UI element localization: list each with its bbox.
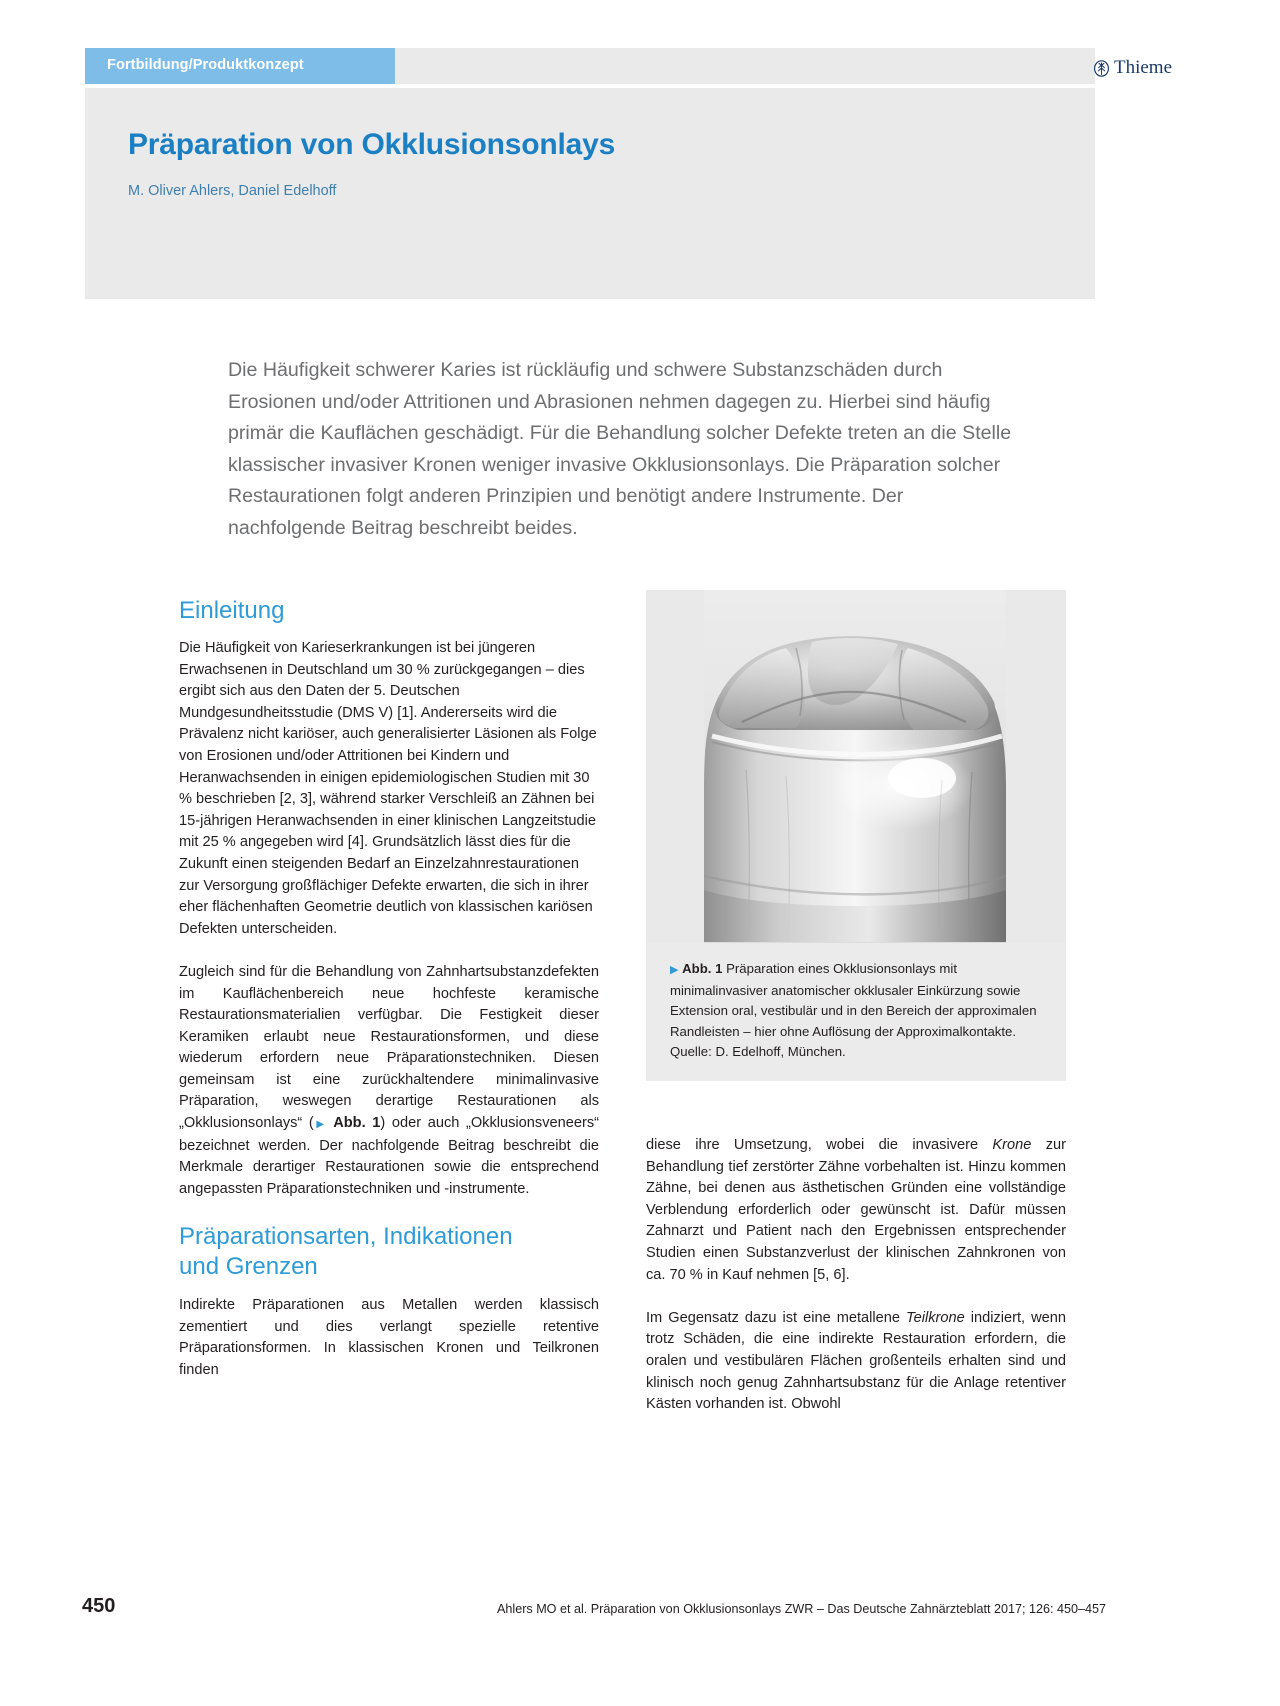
paragraph-einleitung-2-part-b: ) oder auch „Okklusionsveneers“ bezeichnet werden. Der nachfolgende Beitrag beschreibt die Merkmale derartiger Restaurationen sowie die entsprechend angepassten Präparationstechniken und -instrumente. [179, 1115, 599, 1197]
page-number: 450 [82, 1595, 116, 1617]
figure-1-label: Abb. 1 [682, 961, 723, 976]
thieme-publisher-logo [1093, 57, 1172, 79]
thieme-wordmark: Thieme [1113, 57, 1172, 78]
figure-1-image [646, 590, 1066, 943]
heading-praeparationsarten-line-2: und Grenzen [179, 1253, 318, 1281]
running-head-category-label: Fortbildung/Produktkonzept [107, 57, 304, 73]
author-list: M. Oliver Ahlers, Daniel Edelhoff [128, 183, 337, 199]
thieme-shield-icon [1093, 60, 1110, 77]
page-title: Präparation von Okklusionsonlays [128, 128, 616, 161]
paragraph-einleitung-1: Die Häufigkeit von Karieserkrankungen ist bei jüngeren Erwachsenen in Deutschland um 30 % zurückgegangen – dies ergibt sich aus den Daten der 5. Deutschen Mundgesundheitsstudie (DMS V) [1]. Andererseits wird die Prävalenz nicht kariöser, auch generalisierter Läsionen als Folge von Erosionen und/oder Attritionen bei Kindern und Heranwachsenden in einigen epidemiologischen Studien mit 30 % beschrieben [2, 3], während starker Verschleiß an Zähnen bei 15-jährigen Heranwachsenden in einer klinischen Langzeitstudie mit 25 % angegeben wird [4]. Grundsätzlich lässt dies für die Zukunft einen steigenden Bedarf an Einzelzahnrestaurationen zur Versorgung großflächiger Defekte erwarten, die sich in ihrer eher flächenhaften Geometrie deutlich von klassischen kariösen Defekten unterscheiden. [179, 640, 597, 937]
abstract-text: Die Häufigkeit schwerer Karies ist rückläufig und schwere Substanzschäden durch Erosionen und/oder Attritionen und Abrasionen nehmen dagegen zu. Hierbei sind häufig primär die Kauflächen geschädigt. Für die Behandlung solcher Defekte treten an die Stelle klassischer invasiver Kronen weniger invasive Okklusionsonlays. Die Präparation solcher Restaurationen folgt anderen Prinzipien und benötigt andere Instrumente. Der nachfolgende Beitrag beschreibt beides. [228, 359, 1012, 539]
column-right [646, 1135, 1066, 1416]
figure-1-caption [646, 943, 1066, 1081]
paragraph-right-2-part-b: indiziert, wenn trotz Schäden, die eine indirekte Restauration erfordern, die oralen und vestibulären Flächen großenteils erhalten sind und klinisch noch genug Zahnhartsubstanz für die Anlage retentiver Kästen vorhanden ist. Obwohl [646, 1309, 1066, 1413]
paragraph-right-1-part-b: zur Behandlung tief zerstörter Zähne vorbehalten ist. Hinzu kommen Zähne, bei denen aus ästhetischen Gründen eine vollständige Verblendung erforderlich oder gewünscht ist. Dafür müssen Zahnarzt und Patient nach den Ergebnissen entsprechender Studien einen Substanzverlust der klinischen Zahnkronen von ca. 70 % in Kauf nehmen [5, 6]. [646, 1137, 1066, 1283]
figure-1 [646, 590, 1066, 1081]
column-left [179, 596, 599, 1381]
heading-praeparationsarten [179, 1222, 599, 1282]
paragraph-praeparationsarten-1: Indirekte Präparationen aus Metallen werden klassisch zementiert und dies verlangt spezielle retentive Präparationsformen. In klassischen Kronen und Teilkronen finden [179, 1297, 599, 1378]
figure-reference-link[interactable]: Abb. 1 [333, 1115, 381, 1132]
paragraph-right-1 [646, 1135, 1066, 1286]
paragraph-right-2 [646, 1308, 1066, 1416]
heading-praeparationsarten-line-1: Präparationsarten, Indikationen [179, 1223, 513, 1251]
paragraph-einleitung-2 [179, 962, 599, 1201]
figure-1-caption-text: Präparation eines Okklusionsonlays mit minimalinvasiver anatomischer okklusaler Einkürzung sowie Extension oral, vestibulär und in den Bereich der approximalen Randleisten – hier ohne Auflösung der Approximalkontakte. Quelle: D. Edelhoff, München. [670, 961, 1037, 1059]
heading-einleitung: Einleitung [179, 597, 285, 624]
paragraph-right-2-part-a: Im Gegensatz dazu ist eine metallene [646, 1309, 907, 1326]
term-teilkrone: Teilkrone [906, 1309, 965, 1326]
term-krone: Krone [992, 1137, 1032, 1153]
footer-citation: Ahlers MO et al. Präparation von Okklusionsonlays ZWR – Das Deutsche Zahnärzteblatt 2017; 126: 450–457 [497, 1602, 1107, 1616]
paragraph-right-1-part-a: diese ihre Umsetzung, wobei die invasivere [646, 1137, 993, 1153]
running-head-category-tab [85, 48, 395, 84]
figure-reference-arrow-icon: ▶ [313, 1119, 327, 1131]
caption-arrow-icon: ▶ [670, 964, 679, 976]
paragraph-einleitung-2-part-a: Zugleich sind für die Behandlung von Zahnhartsubstanzdefekten im Kauflächenbereich neue hochfeste keramische Restaurationsmaterialien verfügbar. Die Festigkeit dieser Keramiken erlaubt neue Restaurationsformen, und diese wiederum erfordern neue Präparationstechniken. Diesen gemeinsam ist eine zurückhaltendere minimalinvasive Präparation, weswegen derartige Restaurationen als „Okklusionsonlays“ ( [179, 963, 599, 1132]
